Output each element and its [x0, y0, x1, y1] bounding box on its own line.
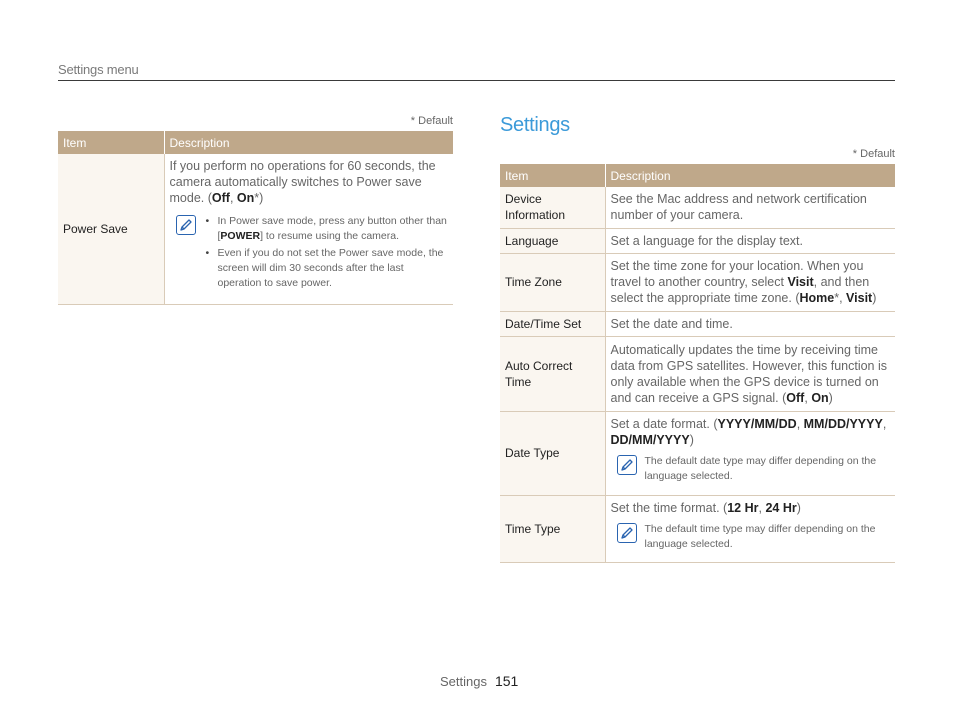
option-on: On — [811, 390, 829, 405]
note-box — [611, 522, 891, 552]
description-cell — [605, 495, 895, 562]
note-box — [170, 214, 449, 293]
description-cell — [164, 154, 453, 304]
option-on: On — [236, 191, 255, 205]
note-pencil-icon — [617, 523, 637, 543]
description-cell — [605, 336, 895, 411]
column-header-item: Item — [500, 164, 605, 187]
description-text: Set the time zone for your location. When you travel to another country, select — [610, 259, 864, 289]
note-text: The default date type may differ depending on the language selected. — [644, 454, 877, 482]
description-suffix: ) — [872, 291, 877, 305]
header-divider — [58, 80, 895, 81]
option-home: Home — [799, 291, 835, 305]
item-cell: Time Type — [500, 495, 605, 562]
note-bullet-pre: In Power save mode, press any button other than [ — [217, 215, 447, 242]
separator: , — [796, 416, 804, 431]
table-row — [500, 495, 895, 562]
note-pencil-icon — [617, 455, 637, 475]
option-visit: Visit — [787, 275, 814, 289]
column-header-item: Item — [58, 131, 164, 154]
running-header: Settings menu — [58, 62, 139, 77]
description-suffix: ) — [828, 390, 833, 405]
item-cell: Auto Correct Time — [500, 336, 605, 411]
note-pencil-icon — [176, 215, 196, 235]
note-text: The default time type may differ depending on the language selected. — [644, 522, 876, 550]
description-cell: See the Mac address and network certification number of your camera. — [605, 187, 895, 228]
description-suffix: *) — [254, 191, 264, 205]
table-row — [500, 311, 895, 336]
option-12hr: 12 Hr — [727, 500, 759, 515]
option-mm-dd-yyyy: MM/DD/YYYY — [803, 416, 883, 431]
note-text — [204, 214, 449, 293]
page-footer — [440, 673, 518, 689]
item-cell: Power Save — [58, 154, 164, 304]
note-bullet: • Even if you do not set the Power save mode, the screen will dim 30 seconds after the last operation to save power. — [218, 246, 449, 291]
page-number: 151 — [494, 673, 519, 689]
description-cell — [605, 253, 895, 311]
default-note: * Default — [852, 148, 895, 160]
description-text: If you perform no operations for 60 seconds, the camera automatically switches to Power save mode. ( — [169, 159, 436, 205]
table-row — [58, 154, 453, 304]
description-cell — [605, 411, 895, 495]
default-note: * Default — [410, 115, 453, 127]
description-text: , and then select the appropriate time zone. ( — [610, 275, 870, 305]
separator: , — [882, 416, 887, 431]
table-row — [500, 253, 895, 311]
description-cell: Set a language for the display text. — [605, 228, 895, 253]
footer-section: Settings — [440, 674, 487, 689]
description-suffix: ) — [796, 500, 801, 515]
description-suffix: ) — [689, 432, 694, 447]
note-box — [611, 454, 891, 484]
table-row — [500, 228, 895, 253]
option-24hr: 24 Hr — [765, 500, 797, 515]
note-bullet-post: ] to resume using the camera. — [260, 230, 399, 242]
item-cell: Date Type — [500, 411, 605, 495]
option-visit: Visit — [846, 291, 873, 305]
description-cell: Set the date and time. — [605, 311, 895, 336]
separator: , — [804, 390, 812, 405]
option-dd-mm-yyyy: DD/MM/YYYY — [610, 432, 690, 447]
description-text: Set a date format. ( — [610, 416, 718, 431]
power-save-table — [58, 131, 453, 305]
item-cell: Date/Time Set — [500, 311, 605, 336]
option-yyyy-mm-dd: YYYY/MM/DD — [717, 416, 797, 431]
table-row — [500, 187, 895, 228]
option-off: Off — [786, 390, 805, 405]
description-text: Automatically updates the time by receiving time data from GPS satellites. However, this function is only available when the GPS device is turned on and can receive a GPS signal. ( — [610, 342, 888, 405]
table-row — [500, 411, 895, 495]
item-cell: Time Zone — [500, 253, 605, 311]
separator: , — [229, 191, 237, 205]
separator: *, — [834, 291, 847, 305]
item-cell: Device Information — [500, 187, 605, 228]
power-key: POWER — [220, 230, 261, 242]
section-title: Settings — [500, 114, 570, 136]
item-cell: Language — [500, 228, 605, 253]
separator: , — [758, 500, 766, 515]
note-bullet — [218, 214, 449, 244]
settings-table — [500, 164, 895, 563]
column-header-description: Description — [605, 164, 895, 187]
table-row — [500, 336, 895, 411]
column-header-description: Description — [164, 131, 453, 154]
description-text: Set the time format. ( — [610, 500, 728, 515]
option-off: Off — [211, 191, 230, 205]
